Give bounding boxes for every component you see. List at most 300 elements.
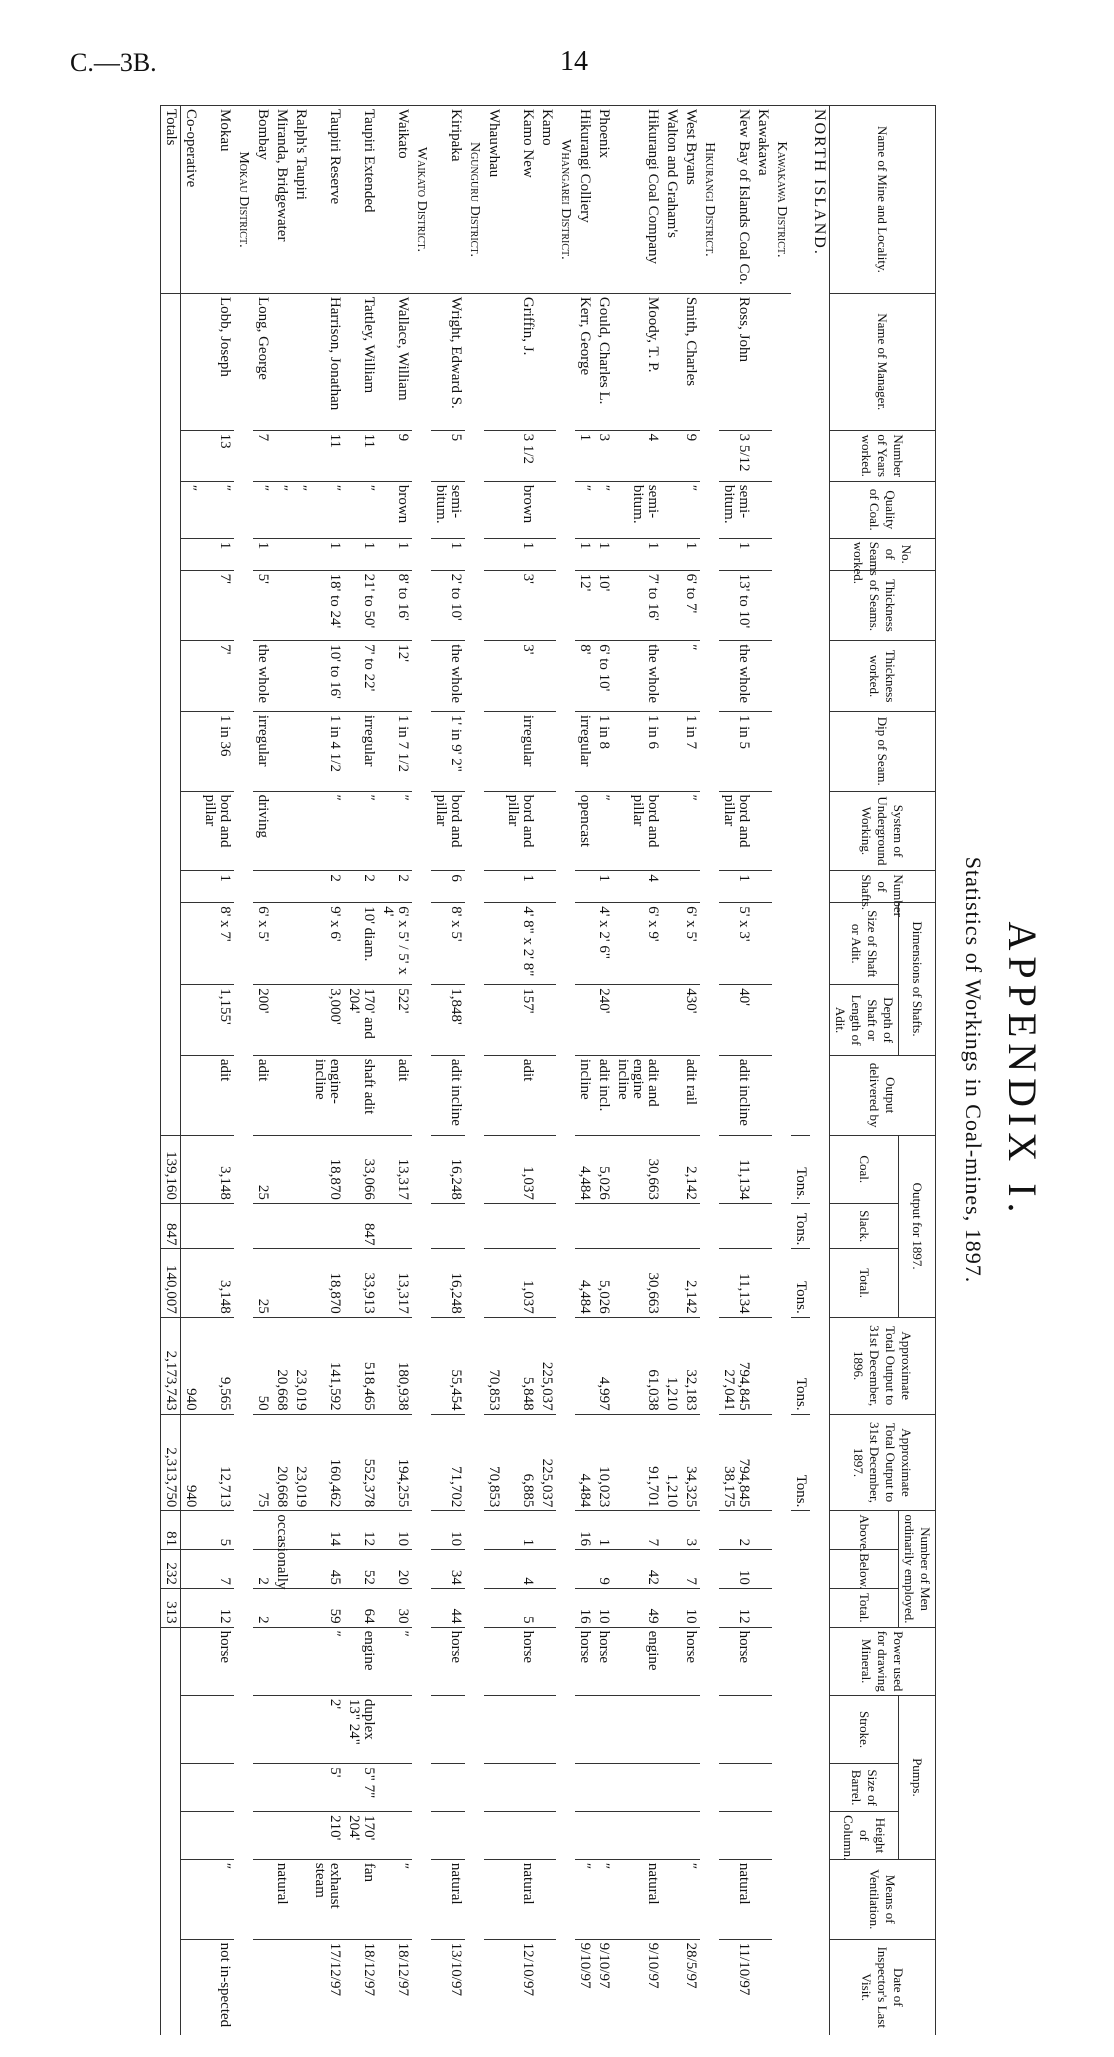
cell-power: engine	[344, 1627, 378, 1695]
cell-men: 12	[200, 1588, 234, 1627]
cell-thick: 12'	[575, 570, 594, 641]
col-shafts: Number of Shafts.	[830, 871, 936, 903]
cell-dip	[291, 711, 310, 791]
cell-col	[537, 1812, 556, 1860]
cell-worked: 7' to 22'	[344, 641, 378, 712]
cell-system: bord and pillar	[503, 791, 537, 871]
cell-shafts: 2	[378, 871, 412, 903]
cell-power: horse	[681, 1627, 700, 1695]
cell-depth	[662, 985, 681, 1056]
cell-t96: 141,592	[310, 1317, 344, 1414]
cell-shafts	[484, 871, 503, 903]
cell-power: horse	[594, 1627, 613, 1695]
cell-seams: 1	[310, 538, 344, 570]
cell-deliv: adit incline	[431, 1055, 465, 1135]
cell-years: 13	[200, 430, 234, 481]
cell-name: Co-operative	[181, 106, 201, 294]
cell-years	[537, 430, 556, 481]
cell-above: 3	[681, 1511, 700, 1550]
cell-above: 1	[503, 1511, 537, 1550]
cell-total	[662, 1249, 681, 1317]
cell-size	[575, 903, 594, 985]
mine-row	[719, 106, 753, 2036]
cell-below: 2	[253, 1550, 272, 1589]
cell-manager	[272, 293, 291, 430]
cell-visit	[181, 1939, 201, 2035]
cell-size: 4' x 2' 6"	[594, 903, 613, 985]
cell-system	[181, 791, 201, 871]
cell-t96: 55,454	[431, 1317, 465, 1414]
cell-stroke	[503, 1695, 537, 1763]
district-name: Kawakawa District.	[772, 106, 791, 294]
cell-deliv	[537, 1055, 556, 1135]
totals-slack: 847	[161, 1203, 181, 1249]
mine-row	[537, 106, 556, 2036]
col-dimensions: Dimensions of Shafts.	[899, 903, 936, 1056]
cell-worked	[181, 641, 201, 712]
cell-system: ″	[310, 791, 344, 871]
cell-above	[537, 1511, 556, 1550]
cell-total	[753, 1249, 772, 1317]
mine-row	[575, 106, 594, 2036]
district-spacer	[772, 293, 791, 2035]
cell-system	[662, 791, 681, 871]
cell-years: 4	[613, 430, 662, 481]
cell-barrel	[181, 1764, 201, 1812]
cell-shafts	[753, 871, 772, 903]
cell-quality: brown	[503, 481, 537, 538]
cell-seams: 1	[613, 538, 662, 570]
cell-deliv	[291, 1055, 310, 1135]
cell-depth: 200'	[253, 985, 272, 1056]
cell-seams	[753, 538, 772, 570]
cell-below: 42	[613, 1550, 662, 1589]
district-row	[772, 106, 791, 2036]
cell-shafts: 4	[613, 871, 662, 903]
cell-coal: 25	[253, 1135, 272, 1203]
cell-above: 5	[200, 1511, 234, 1550]
cell-men	[753, 1588, 772, 1627]
cell-seams: 1	[344, 538, 378, 570]
cell-dip	[272, 711, 291, 791]
cell-thick: 2' to 10'	[431, 570, 465, 641]
cell-deliv: incline	[575, 1055, 594, 1135]
cell-system: bord and pillar	[200, 791, 234, 871]
cell-shafts	[272, 871, 291, 903]
district-row	[700, 106, 719, 2036]
cell-system: bord and pillar	[431, 791, 465, 871]
cell-system: opencast	[575, 791, 594, 871]
cell-manager: Gould, Charles L.	[594, 293, 613, 430]
cell-worked: the whole	[613, 641, 662, 712]
cell-years: 9	[378, 430, 412, 481]
cell-visit	[753, 1939, 772, 2035]
cell-visit: 28/5/97	[681, 1939, 700, 2035]
unit-1896: Tons.	[791, 1317, 810, 1414]
cell-deliv	[484, 1055, 503, 1135]
cell-thick	[272, 570, 291, 641]
cell-slack	[537, 1203, 556, 1249]
cell-total: 33,913	[344, 1249, 378, 1317]
cell-power	[753, 1627, 772, 1695]
cell-t97: 23,019	[291, 1414, 310, 1511]
cell-col	[753, 1812, 772, 1860]
cell-seams: 1	[719, 538, 753, 570]
cell-above: occasionally	[272, 1511, 291, 1550]
cell-t96: 9,565	[200, 1317, 234, 1414]
cell-manager	[537, 293, 556, 430]
cell-shafts: 2	[344, 871, 378, 903]
cell-slack: 847	[344, 1203, 378, 1249]
cell-below	[753, 1550, 772, 1589]
cell-seams: 1	[378, 538, 412, 570]
cell-name: Kawakawa	[753, 106, 772, 294]
col-thickness-worked: Thickness worked.	[830, 641, 936, 712]
district-name: Waikato District.	[412, 106, 431, 294]
cell-seams	[537, 538, 556, 570]
cell-thick	[181, 570, 201, 641]
cell-below: 7	[681, 1550, 700, 1589]
cell-dip: 1 in 7 1/2	[378, 711, 412, 791]
district-spacer	[234, 293, 253, 2035]
cell-stroke	[719, 1695, 753, 1763]
cell-worked: 12'	[378, 641, 412, 712]
district-name: Whangarei District.	[556, 106, 575, 294]
cell-col: 170' 204'	[344, 1812, 378, 1860]
cell-name: Waikato	[378, 106, 412, 294]
cell-vent	[291, 1859, 310, 1939]
cell-above: 10	[378, 1511, 412, 1550]
section-row	[810, 106, 830, 2036]
cell-name: Bombay	[253, 106, 272, 294]
cell-power: horse	[503, 1627, 537, 1695]
district-name: Hikurangi District.	[700, 106, 719, 294]
cell-thick	[537, 570, 556, 641]
cell-quality: ″	[575, 481, 594, 538]
cell-worked	[272, 641, 291, 712]
cell-deliv: adit incline	[719, 1055, 753, 1135]
cell-visit: 12/10/97	[503, 1939, 537, 2035]
col-coal: Coal.	[830, 1135, 899, 1203]
cell-vent: natural	[719, 1859, 753, 1939]
cell-years: 3 1/2	[503, 430, 537, 481]
cell-slack	[594, 1203, 613, 1249]
cell-visit	[537, 1939, 556, 2035]
totals-coal: 139,160	[161, 1135, 181, 1203]
cell-quality	[753, 481, 772, 538]
cell-col	[594, 1812, 613, 1860]
cell-depth	[753, 985, 772, 1056]
cell-above: 10	[431, 1511, 465, 1550]
cell-years	[484, 430, 503, 481]
mine-row	[484, 106, 503, 2036]
cell-size: 5' x 3'	[719, 903, 753, 985]
cell-system: ″	[378, 791, 412, 871]
cell-visit	[662, 1939, 681, 2035]
mine-row	[291, 106, 310, 2036]
cell-stroke	[200, 1695, 234, 1763]
cell-manager: Wright, Edward S.	[431, 293, 465, 430]
col-column: Height of Column.	[830, 1812, 899, 1860]
cell-system	[537, 791, 556, 871]
cell-name: Kiripaka	[431, 106, 465, 294]
cell-seams: 1	[200, 538, 234, 570]
cell-t97: 34,325	[681, 1414, 700, 1511]
cell-system	[753, 791, 772, 871]
cell-thick: 5'	[253, 570, 272, 641]
cell-depth	[181, 985, 201, 1056]
cell-quality	[484, 481, 503, 538]
cell-men: 44	[431, 1588, 465, 1627]
cell-name: Hikurangi Coal Company	[613, 106, 662, 294]
cell-coal	[484, 1135, 503, 1203]
cell-power: horse	[431, 1627, 465, 1695]
cell-seams: 1	[594, 538, 613, 570]
cell-slack	[200, 1203, 234, 1249]
cell-shafts	[253, 871, 272, 903]
cell-dip: 1 in 8	[594, 711, 613, 791]
cell-quality: semi-bitum.	[613, 481, 662, 538]
cell-coal: 5,026	[594, 1135, 613, 1203]
cell-dip: irregular	[575, 711, 594, 791]
cell-slack	[181, 1203, 201, 1249]
cell-visit: 13/10/97	[431, 1939, 465, 2035]
cell-barrel	[253, 1764, 272, 1812]
cell-thick: 10'	[594, 570, 613, 641]
cell-above: 7	[613, 1511, 662, 1550]
coal-mines-statistics-table	[160, 105, 936, 2035]
cell-stroke	[753, 1695, 772, 1763]
cell-visit: 18/12/97	[344, 1939, 378, 2035]
cell-vent: natural	[503, 1859, 537, 1939]
cell-name: Kamo	[537, 106, 556, 294]
cell-men	[537, 1588, 556, 1627]
cell-t96: 518,465	[344, 1317, 378, 1414]
cell-slack	[310, 1203, 344, 1249]
totals-total: 140,007	[161, 1249, 181, 1317]
cell-coal: 33,066	[344, 1135, 378, 1203]
cell-depth: 430'	[681, 985, 700, 1056]
unit-coal: Tons.	[791, 1135, 810, 1203]
cell-visit	[484, 1939, 503, 2035]
cell-years: 5	[431, 430, 465, 481]
col-total-1897: Approximate Total Output to 31st December, 1897.	[830, 1414, 936, 1511]
cell-visit: 9/10/97	[575, 1939, 594, 2035]
cell-total: 11,134	[719, 1249, 753, 1317]
cell-below: 10	[719, 1550, 753, 1589]
cell-quality: ″	[291, 481, 310, 538]
district-name: Ngunguru District.	[465, 106, 484, 294]
cell-coal: 16,248	[431, 1135, 465, 1203]
cell-manager: Harrison, Jonathan	[310, 293, 344, 430]
cell-dip	[537, 711, 556, 791]
cell-worked	[291, 641, 310, 712]
cell-manager	[662, 293, 681, 430]
mine-row	[753, 106, 772, 2036]
cell-thick	[484, 570, 503, 641]
unit-total: Tons.	[791, 1249, 810, 1317]
cell-t96: 4,997	[594, 1317, 613, 1414]
cell-total: 3,148	[200, 1249, 234, 1317]
cell-total	[484, 1249, 503, 1317]
cell-name: New Bay of Islands Coal Co.	[719, 106, 753, 294]
cell-slack	[719, 1203, 753, 1249]
cell-stroke	[291, 1695, 310, 1763]
cell-vent: natural	[272, 1859, 291, 1939]
cell-size	[291, 903, 310, 985]
totals-above: 81	[161, 1511, 181, 1550]
cell-name: Mokau	[200, 106, 234, 294]
cell-t97: 70,853	[484, 1414, 503, 1511]
cell-t96: 1,210	[662, 1317, 681, 1414]
cell-total: 4,484	[575, 1249, 594, 1317]
cell-t97: 12,713	[200, 1414, 234, 1511]
cell-barrel	[662, 1764, 681, 1812]
cell-men: 49	[613, 1588, 662, 1627]
cell-shafts: 2	[310, 871, 344, 903]
cell-stroke: duplex 13" 24"	[344, 1695, 378, 1763]
cell-shafts	[181, 871, 201, 903]
cell-power	[291, 1627, 310, 1695]
cell-total	[272, 1249, 291, 1317]
cell-years: 3	[594, 430, 613, 481]
cell-system: bord and pillar	[613, 791, 662, 871]
cell-deliv	[272, 1055, 291, 1135]
cell-size	[662, 903, 681, 985]
cell-slack	[253, 1203, 272, 1249]
mine-row	[662, 106, 681, 2036]
cell-col	[431, 1812, 465, 1860]
col-years: Number of Years worked.	[830, 430, 936, 481]
cell-barrel: 5'	[310, 1764, 344, 1812]
cell-power: ″	[378, 1627, 412, 1695]
cell-thick: 7' to 16'	[613, 570, 662, 641]
cell-dip	[662, 711, 681, 791]
col-stroke: Stroke.	[830, 1695, 899, 1763]
cell-depth: 240'	[594, 985, 613, 1056]
cell-vent: ″	[575, 1859, 594, 1939]
cell-seams: 1	[503, 538, 537, 570]
cell-name: Walton and Graham's	[662, 106, 681, 294]
cell-visit: 17/12/97	[310, 1939, 344, 2035]
cell-vent	[753, 1859, 772, 1939]
col-below: Below.	[830, 1550, 899, 1589]
cell-worked: 6' to 10'	[594, 641, 613, 712]
cell-size: 6' x 5' / 5' x 4'	[378, 903, 412, 985]
cell-slack	[378, 1203, 412, 1249]
cell-t97: 160,462	[310, 1414, 344, 1511]
cell-dip	[484, 711, 503, 791]
cell-manager: Tattley, William	[344, 293, 378, 430]
cell-vent	[484, 1859, 503, 1939]
cell-t97	[753, 1414, 772, 1511]
cell-seams: 1	[253, 538, 272, 570]
cell-deliv: shaft adit	[344, 1055, 378, 1135]
cell-quality: ″	[253, 481, 272, 538]
cell-visit: 11/10/97	[719, 1939, 753, 2035]
mine-row	[594, 106, 613, 2036]
cell-visit	[272, 1939, 291, 2035]
cell-stroke: 2'	[310, 1695, 344, 1763]
cell-deliv: adit rail	[681, 1055, 700, 1135]
unit-slack: Tons.	[791, 1203, 810, 1249]
mine-row	[344, 106, 378, 2036]
totals-label: Totals	[161, 106, 181, 294]
cell-shafts	[662, 871, 681, 903]
cell-seams: 1	[575, 538, 594, 570]
col-depth: Depth of Shaft or Length of Adit.	[830, 985, 899, 1056]
cell-t97: 940	[181, 1414, 201, 1511]
cell-thick: 8' to 16'	[378, 570, 412, 641]
cell-t97: 91,701	[613, 1414, 662, 1511]
cell-depth: 157'	[503, 985, 537, 1056]
cell-below: 20	[378, 1550, 412, 1589]
col-men: Number of Men ordinarily employed.	[899, 1511, 936, 1627]
col-seams-worked: No. of Seams worked.	[830, 538, 936, 570]
cell-years	[662, 430, 681, 481]
cell-quality	[537, 481, 556, 538]
cell-stroke	[681, 1695, 700, 1763]
cell-system: bord and pillar	[719, 791, 753, 871]
cell-total	[181, 1249, 201, 1317]
cell-depth: 3,000'	[310, 985, 344, 1056]
cell-total: 2,142	[681, 1249, 700, 1317]
cell-dip: 1 in 36	[200, 711, 234, 791]
cell-col	[291, 1812, 310, 1860]
col-barrel: Size of Barrel.	[830, 1764, 899, 1812]
cell-barrel	[484, 1764, 503, 1812]
col-above: Above.	[830, 1511, 899, 1550]
cell-t96: 32,183	[681, 1317, 700, 1414]
cell-seams: 1	[431, 538, 465, 570]
cell-worked: ″	[681, 641, 700, 712]
cell-shafts: 1	[200, 871, 234, 903]
cell-depth	[575, 985, 594, 1056]
page-number: 14	[560, 46, 588, 77]
cell-thick	[291, 570, 310, 641]
cell-years	[181, 430, 201, 481]
cell-vent: natural	[431, 1859, 465, 1939]
cell-deliv: adit	[253, 1055, 272, 1135]
cell-total: 16,248	[431, 1249, 465, 1317]
cell-t97: 75	[253, 1414, 272, 1511]
district-name: Mokau District.	[234, 106, 253, 294]
cell-vent	[662, 1859, 681, 1939]
cell-dip	[181, 711, 201, 791]
cell-quality: semi-bitum.	[431, 481, 465, 538]
table-subtitle: Statistics of Workings in Coal-mines, 1897.	[961, 856, 986, 1284]
cell-vent: ″	[378, 1859, 412, 1939]
cell-worked	[484, 641, 503, 712]
cell-t96: 225,037	[537, 1317, 556, 1414]
cell-manager: Smith, Charles	[681, 293, 700, 430]
cell-shafts: 1	[719, 871, 753, 903]
cell-thick: 6' to 7'	[681, 570, 700, 641]
mine-row	[253, 106, 272, 2036]
mine-row	[181, 106, 201, 2036]
cell-men: 64	[344, 1588, 378, 1627]
cell-col	[681, 1812, 700, 1860]
cell-slack	[681, 1203, 700, 1249]
cell-deliv	[662, 1055, 681, 1135]
cell-years	[272, 430, 291, 481]
col-ventilation: Means of Ventilation.	[830, 1859, 936, 1939]
mine-row	[272, 106, 291, 2036]
cell-dip: 1' in 9' 2"	[431, 711, 465, 791]
col-total: Total.	[830, 1249, 899, 1317]
district-row	[234, 106, 253, 2036]
col-quality: Quality of Coal.	[830, 481, 936, 538]
